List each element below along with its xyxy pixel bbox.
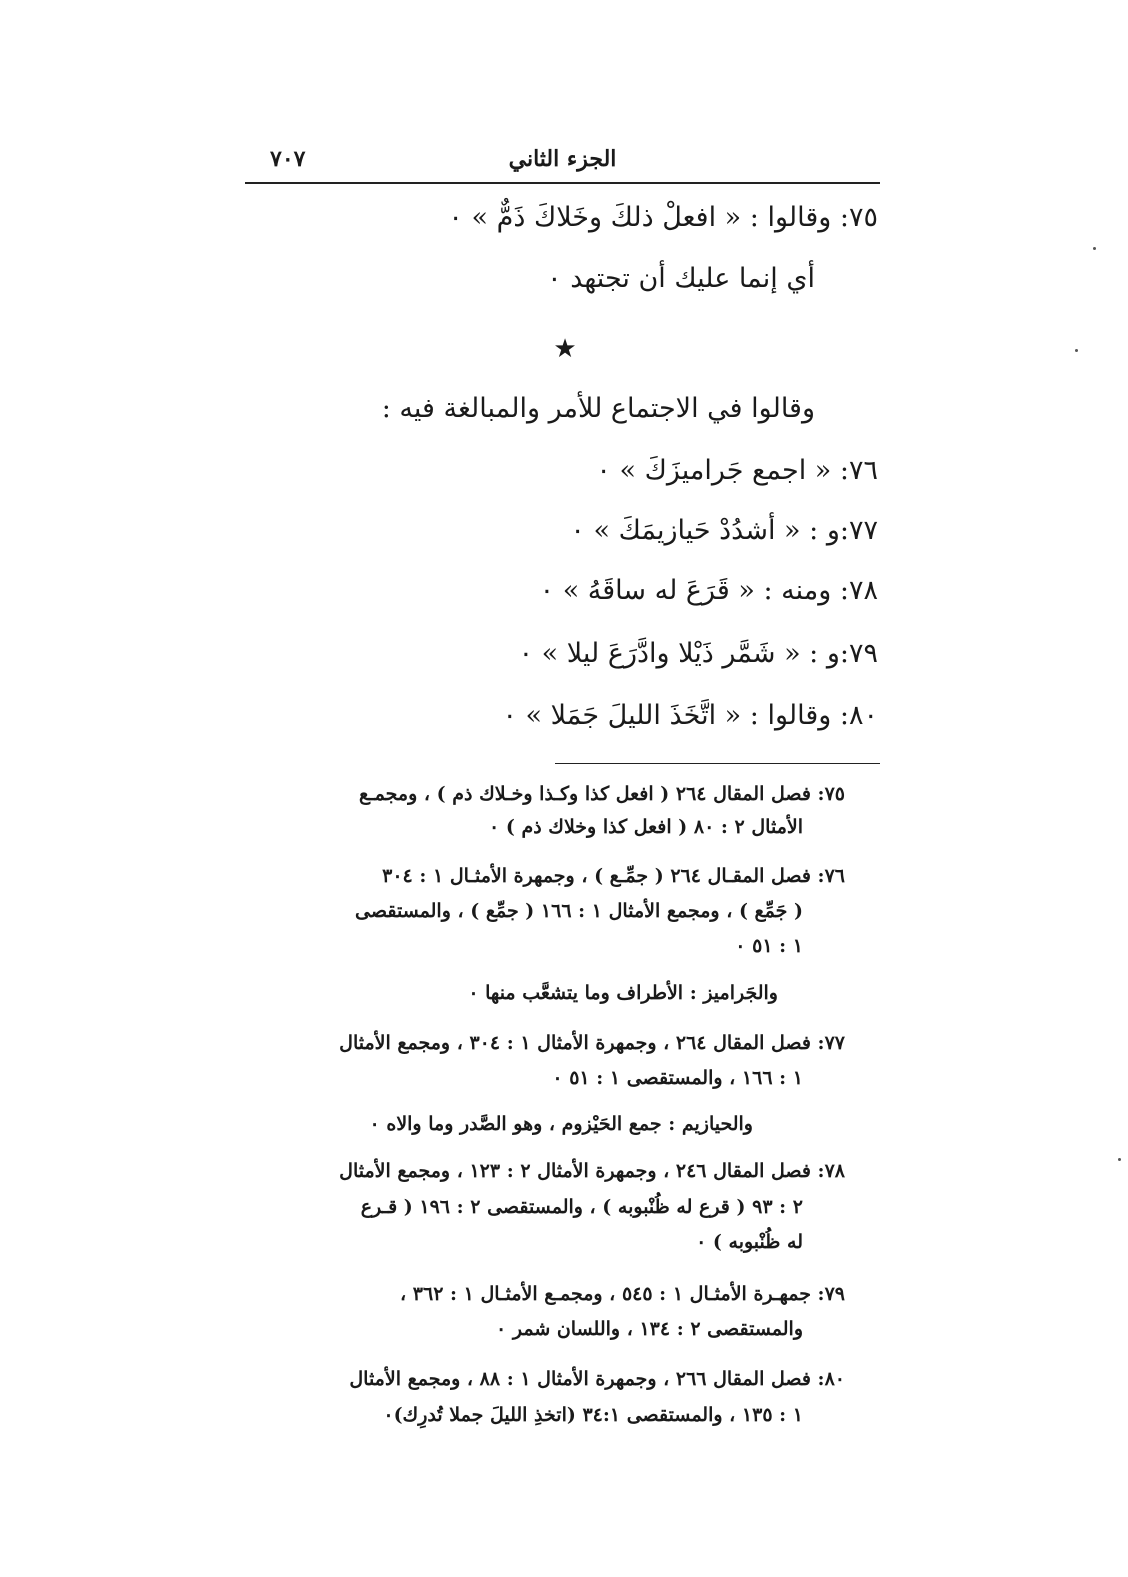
- proverb-75-explanation: أي إنما عليك أن تجتهد ٠: [547, 263, 815, 294]
- proverb-79: ٧٩:و : « شَمَّر ذَيْلا وادَّرَعَ ليلا » ٠: [518, 638, 878, 669]
- footnote-76-line-3: ١ : ٥١ ٠: [735, 935, 803, 957]
- section-star-icon: ★: [553, 334, 577, 364]
- page-number: ٧٠٧: [270, 146, 306, 172]
- proverb-78: ٧٨: ومنه : « قَرَعَ له ساقَهُ » ٠: [539, 575, 878, 606]
- proverb-80: ٨٠: وقالوا : « اتَّخَذَ الليلَ جَمَلا » ٠: [502, 700, 878, 731]
- footnote-75-line-2: الأمثال ٢ : ٨٠ ( افعل كذا وخلاك ذم ) ٠: [489, 816, 803, 838]
- scan-speck: [1075, 349, 1078, 352]
- scan-speck: [1118, 1158, 1121, 1161]
- footnote-75-line-1: ٧٥: فصل المقال ٢٦٤ ( افعل كذا وكـذا وخـلاك ذم ) ، ومجمـع: [358, 783, 845, 805]
- running-title: الجزء الثاني: [508, 146, 617, 172]
- proverb-77: ٧٧:و : « أشدُدْ حَيازيمَكَ » ٠: [570, 515, 878, 546]
- section-intro: وقالوا في الاجتماع للأمر والمبالغة فيه :: [381, 393, 815, 424]
- footnote-78-line-2: ٢ : ٩٣ ( قرع له ظُنْبوبه ) ، والمستقصى ٢ : ١٩٦ ( قـرع: [360, 1196, 803, 1218]
- proverb-76: ٧٦: « اجمع جَراميزَكَ » ٠: [596, 455, 878, 486]
- footnote-76-gloss: والجَراميز : الأطراف وما يتشعَّب منها ٠: [468, 982, 778, 1004]
- footnote-80-line-2: ١ : ١٣٥ ، والمستقصى ٣٤:١ (اتخذِ الليلَ جملا تُدرِك)٠: [383, 1404, 803, 1426]
- footnote-78-line-3: له ظُنْبوبه ) ٠: [696, 1231, 803, 1253]
- footnote-78-line-1: ٧٨: فصل المقال ٢٤٦ ، وجمهرة الأمثال ٢ : ١٢٣ ، ومجمع الأمثال: [339, 1160, 845, 1182]
- footnote-77-line-2: ١ : ١٦٦ ، والمستقصى ١ : ٥١ ٠: [552, 1067, 803, 1089]
- proverb-75: ٧٥: وقالوا : « افعلْ ذلكَ وخَلاكَ ذَمٌّ » ٠: [448, 202, 878, 233]
- footnote-76-line-2: ( جَمِّع ) ، ومجمع الأمثال ١ : ١٦٦ ( جمِّع ) ، والمستقصى: [355, 900, 803, 922]
- footnote-77-gloss: والحيازيم : جمع الحَيْزوم ، وهو الصَّدر وما والاه ٠: [369, 1113, 753, 1135]
- footnote-79-line-1: ٧٩: جمهـرة الأمثـال ١ : ٥٤٥ ، ومجمـع الأمثـال ١ : ٣٦٢ ،: [400, 1283, 845, 1305]
- scan-speck: [1093, 247, 1096, 250]
- footnote-77-line-1: ٧٧: فصل المقال ٢٦٤ ، وجمهرة الأمثال ١ : ٣٠٤ ، ومجمع الأمثال: [339, 1032, 845, 1054]
- page-header: [245, 140, 880, 184]
- footnote-79-line-2: والمستقصى ٢ : ١٣٤ ، واللسان شمر ٠: [496, 1318, 803, 1340]
- footnote-80-line-1: ٨٠: فصل المقال ٢٦٦ ، وجمهرة الأمثال ١ : ٨٨ ، ومجمع الأمثال: [349, 1368, 845, 1390]
- footnote-76-line-1: ٧٦: فصل المقـال ٢٦٤ ( جمِّـع ) ، وجمهرة الأمثـال ١ : ٣٠٤: [382, 865, 845, 887]
- footnote-divider: [555, 763, 880, 764]
